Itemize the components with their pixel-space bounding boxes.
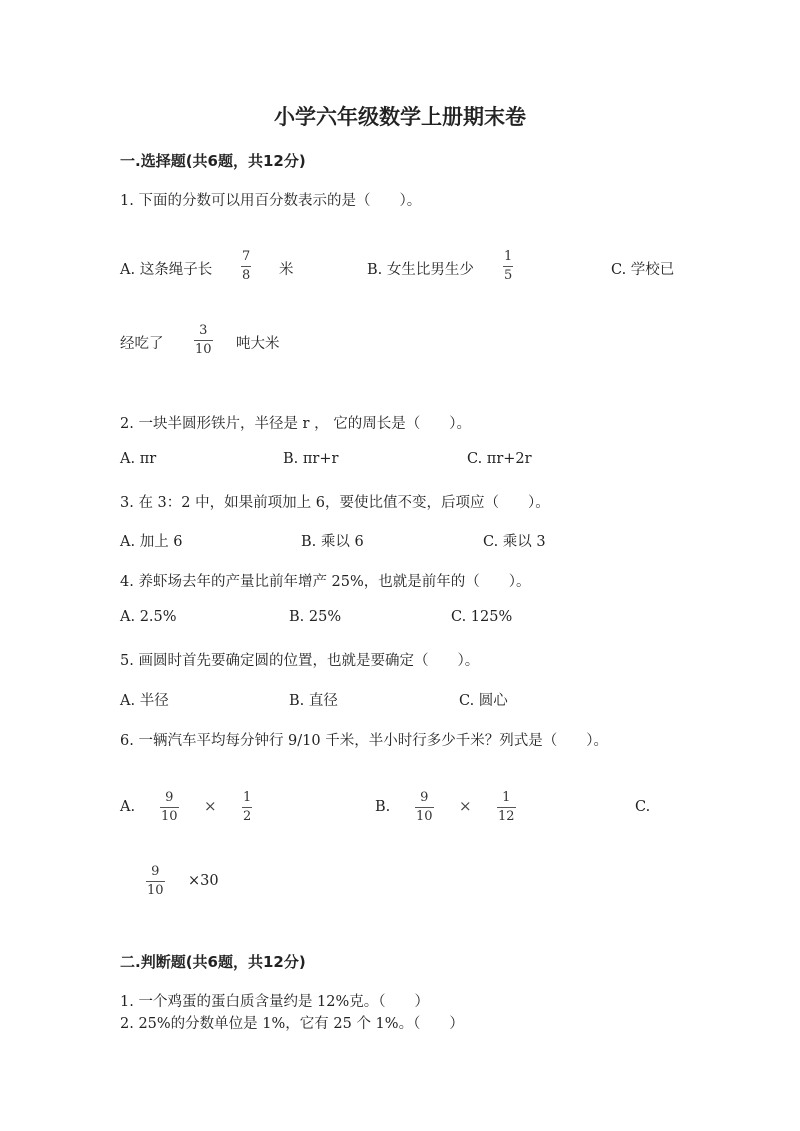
question-2-stem: 2. 一块半圆形铁片，半径是 r ， 它的周长是（ ）。 <box>120 416 471 432</box>
fraction-numerator: 1 <box>243 790 252 805</box>
question-3-option-c: C. 乘以 3 <box>483 534 546 550</box>
question-2-option-a: A. πr <box>120 451 157 467</box>
question-1-stem: 1. 下面的分数可以用百分数表示的是（ ）。 <box>120 193 422 209</box>
page-title: 小学六年级数学上册期末卷 <box>274 104 526 129</box>
question-1-option-c-label: C. 学校已 <box>611 262 675 278</box>
question-1-option-c-fraction <box>194 324 213 357</box>
fraction-bar <box>497 807 516 808</box>
fraction-numerator: 1 <box>502 790 511 805</box>
question-6-stem: 6. 一辆汽车平均每分钟行 9/10 千米，半小时行多少千米？列式是（ ）。 <box>120 733 608 749</box>
question-6-option-c-fraction <box>146 865 165 898</box>
question-4-option-b: B. 25% <box>289 609 342 625</box>
question-6-option-b-fraction-2 <box>497 791 516 824</box>
judge-question-1: 1. 一个鸡蛋的蛋白质含量约是 12%克。（ ） <box>120 994 430 1010</box>
question-6-option-b-label: B. <box>375 799 391 815</box>
fraction-numerator: 9 <box>151 864 160 879</box>
question-2-option-b: B. πr+r <box>283 451 339 467</box>
question-4-stem: 4. 养虾场去年的产量比前年增产 25%，也就是前年的（ ）。 <box>120 574 531 590</box>
question-1-option-c-continued: 经吃了 <box>120 336 164 352</box>
fraction-bar <box>146 881 165 882</box>
fraction-numerator: 9 <box>420 790 429 805</box>
question-5-stem: 5. 画圆时首先要确定圆的位置，也就是要确定（ ）。 <box>120 653 480 669</box>
fraction-denominator: 2 <box>243 809 252 824</box>
question-6-option-a-times-sign: × <box>204 797 217 815</box>
question-6-option-a-fraction-1 <box>160 791 179 824</box>
question-6-option-c-label: C. <box>635 799 651 815</box>
fraction-denominator: 10 <box>416 809 433 824</box>
fraction-denominator: 10 <box>195 342 212 357</box>
question-2-option-c: C. πr+2r <box>467 451 532 467</box>
fraction-bar <box>242 807 252 808</box>
question-5-option-b: B. 直径 <box>289 693 338 709</box>
question-6-option-a-fraction-2 <box>242 791 252 824</box>
question-3-option-b: B. 乘以 6 <box>301 534 364 550</box>
question-6-option-b-fraction-1 <box>415 791 434 824</box>
question-1-option-a-fraction <box>241 250 251 283</box>
question-1-option-b-fraction <box>503 250 513 283</box>
fraction-numerator: 9 <box>165 790 174 805</box>
fraction-bar <box>241 266 251 267</box>
question-5-option-c: C. 圆心 <box>459 693 508 709</box>
question-1-option-c-unit: 吨大米 <box>236 336 280 352</box>
question-1-option-a-unit: 米 <box>279 262 294 278</box>
question-6-option-a-label: A. <box>120 799 136 815</box>
question-3-stem: 3. 在 3：2 中，如果前项加上 6，要使比值不变，后项应（ ）。 <box>120 495 550 511</box>
question-1-option-b-label: B. 女生比男生少 <box>367 262 474 278</box>
fraction-denominator: 8 <box>242 268 251 283</box>
question-1-option-a-label: A. 这条绳子长 <box>120 262 213 278</box>
fraction-denominator: 10 <box>161 809 178 824</box>
section-heading-true-false: 二.判断题(共6题，共12分) <box>120 953 306 971</box>
fraction-bar <box>503 266 513 267</box>
question-5-option-a: A. 半径 <box>120 693 169 709</box>
fraction-denominator: 5 <box>504 268 513 283</box>
question-6-option-c-tail: ×30 <box>188 873 219 889</box>
fraction-numerator: 7 <box>242 249 251 264</box>
fraction-bar <box>194 340 213 341</box>
fraction-numerator: 3 <box>199 323 208 338</box>
fraction-bar <box>160 807 179 808</box>
section-heading-choice: 一.选择题(共6题，共12分) <box>120 152 306 170</box>
fraction-numerator: 1 <box>504 249 513 264</box>
question-6-option-b-times-sign: × <box>459 797 472 815</box>
judge-question-2: 2. 25%的分数单位是 1%，它有 25 个 1%。（ ） <box>120 1016 464 1032</box>
fraction-denominator: 12 <box>498 809 515 824</box>
fraction-bar <box>415 807 434 808</box>
question-3-option-a: A. 加上 6 <box>120 534 183 550</box>
question-4-option-c: C. 125% <box>451 609 513 625</box>
fraction-denominator: 10 <box>147 883 164 898</box>
question-4-option-a: A. 2.5% <box>120 609 177 625</box>
